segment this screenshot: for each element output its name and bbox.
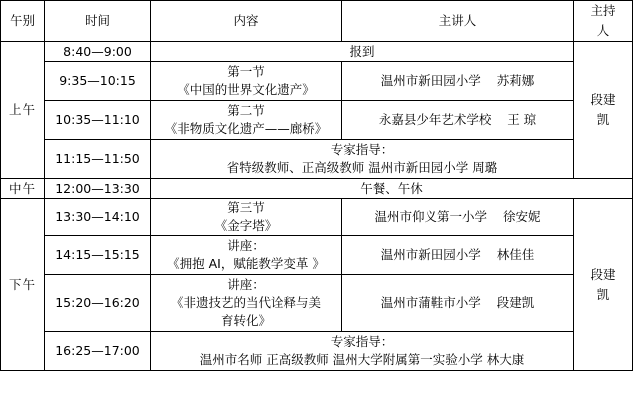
- header-row: [1, 1, 633, 42]
- host-morning-line2: 凯: [596, 112, 610, 127]
- expert-line: 省特级教师、正高级教师 温州市新田园小学 周璐: [226, 160, 498, 175]
- content-line: 讲座：: [227, 238, 265, 253]
- speaker-cell: 温州市蒲鞋市小学 段建凯: [342, 275, 574, 332]
- content-line: 第三节: [227, 200, 265, 215]
- speaker-cell: 温州市仰义第一小学 徐安妮: [342, 199, 574, 236]
- expert-line: 专家指导：: [330, 142, 394, 157]
- time-cell: 8:40—9:00: [45, 42, 151, 62]
- host-afternoon-line2: 凯: [596, 286, 610, 302]
- content-line: 第一节: [227, 64, 265, 79]
- table-row: [1, 179, 633, 199]
- header-speaker: 主讲人: [342, 1, 574, 42]
- table-row: [1, 62, 633, 101]
- expert-cell: [151, 332, 574, 371]
- header-host-line1: 主持: [590, 3, 616, 18]
- table-row: [1, 140, 633, 179]
- header-host-line2: 人: [596, 23, 610, 38]
- header-host: [574, 1, 633, 42]
- time-cell: 10:35—11:10: [45, 101, 151, 140]
- speaker-cell: 温州市新田园小学 林佳佳: [342, 236, 574, 275]
- expert-line: 温州市名师 正高级教师 温州大学附属第一实验小学 林大康: [199, 352, 525, 367]
- table-row: [1, 101, 633, 140]
- time-cell: 11:15—11:50: [45, 140, 151, 179]
- host-afternoon-line1: 段建: [590, 266, 616, 282]
- content-line: 《非物质文化遗产——廊桥》: [164, 121, 328, 136]
- host-morning: [574, 42, 633, 179]
- header-content: 内容: [151, 1, 342, 42]
- expert-cell: [151, 140, 574, 179]
- period-morning: 上午: [1, 42, 45, 179]
- period-noon: 中午: [1, 179, 45, 199]
- speaker-cell: 温州市新田园小学 苏莉娜: [342, 62, 574, 101]
- expert-line: 专家指导：: [330, 334, 394, 349]
- table-row: [1, 332, 633, 371]
- table-row: [1, 275, 633, 332]
- content-cell: [151, 236, 342, 275]
- time-cell: 12:00—13:30: [45, 179, 151, 199]
- table-row: [1, 42, 633, 62]
- speaker-cell: 永嘉县少年艺术学校 王 琼: [342, 101, 574, 140]
- time-cell: 9:35—10:15: [45, 62, 151, 101]
- content-cell: [151, 101, 342, 140]
- table-row: [1, 236, 633, 275]
- content-line: 讲座：: [227, 277, 265, 292]
- time-cell: 16:25—17:00: [45, 332, 151, 371]
- host-morning-line1: 段建: [590, 92, 616, 107]
- checkin-cell: 报到: [151, 42, 574, 62]
- period-afternoon: 下午: [1, 199, 45, 371]
- content-line: 《非遗技艺的当代诠释与美: [170, 295, 321, 310]
- content-cell: [151, 275, 342, 332]
- header-period: 午别: [1, 1, 45, 42]
- content-line: 育转化》: [220, 313, 271, 328]
- time-cell: 14:15—15:15: [45, 236, 151, 275]
- lunch-cell: 午餐、午休: [151, 179, 633, 199]
- host-afternoon: [574, 199, 633, 371]
- time-cell: 13:30—14:10: [45, 199, 151, 236]
- content-line: 《金字塔》: [214, 218, 278, 233]
- time-cell: 15:20—16:20: [45, 275, 151, 332]
- content-cell: [151, 199, 342, 236]
- content-line: 《中国的世界文化遗产》: [177, 82, 315, 97]
- content-line: 《拥抱 AI，赋能教学变革 》: [167, 256, 325, 271]
- header-time: 时间: [45, 1, 151, 42]
- table-row: [1, 199, 633, 236]
- content-line: 第二节: [227, 103, 265, 118]
- content-cell: [151, 62, 342, 101]
